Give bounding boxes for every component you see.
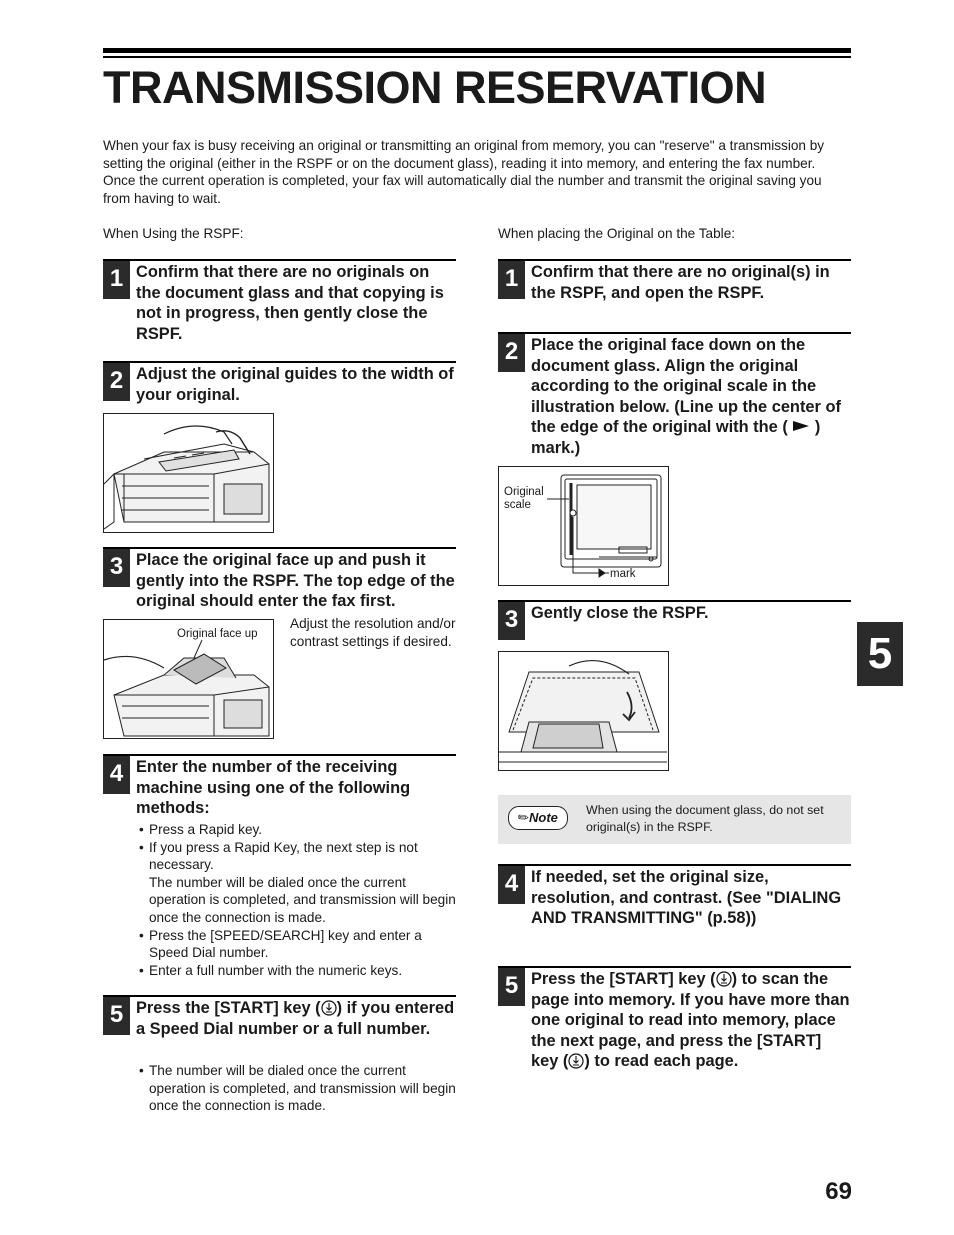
step-4-bullets: [139, 821, 459, 979]
step-rule: [498, 259, 851, 261]
step-rule: [498, 966, 851, 968]
step-rule: [103, 361, 456, 363]
triangle-mark-icon: [792, 420, 810, 432]
right-step-3: [498, 600, 851, 644]
step-heading: Confirm that there are no originals on the document glass and that copying is not in progress, then gently close the RSPF.: [136, 263, 444, 343]
bullet-item: • Press the [SPEED/SEARCH] key and enter a Speed Dial number.: [139, 927, 459, 962]
figure-label: Original face up: [177, 628, 258, 640]
figure-original-face-up: [103, 619, 274, 739]
intro-paragraph: When your fax is busy receiving an original or transmitting an original from memory, you can "reserve" a transmission by setting the original (either in the RSPF or on the document glass), reading it into memory, and entering the fax number. Once the current operation is completed, your fax will automatically dial the number and transmit the original saving you from having to wait.: [103, 138, 825, 207]
heading-part: Place the original face down on the document glass. Align the original according to the original scale in the illustration below. (Line up the center of the edge of the original with the (: [531, 336, 841, 437]
step-rule: [103, 259, 456, 261]
step-heading: Confirm that there are no original(s) in the RSPF, and open the RSPF.: [531, 263, 830, 302]
bullet-item: • The number will be dialed once the current operation is completed, and transmission will begin once the connection is made.: [139, 1062, 459, 1115]
step-rule: [103, 754, 456, 756]
heading-part: ) mark.): [531, 418, 821, 457]
figure-label-mark: mark: [610, 568, 636, 580]
left-step-2: [103, 361, 456, 409]
bullet-continuation: The number will be dialed once the current operation is completed, and transmission will begin once the connection is made.: [149, 874, 456, 925]
start-key-icon: [321, 1000, 337, 1016]
left-step-1: [103, 259, 456, 349]
step-heading: Gently close the RSPF.: [531, 604, 709, 622]
step-number: 1: [498, 261, 525, 299]
step-number: 5: [103, 997, 130, 1035]
step-heading: Place the original face up and push it gently into the RSPF. The top edge of the original should enter the fax first.: [136, 551, 455, 611]
fax-machine-illustration: [104, 414, 273, 532]
note-badge: [508, 806, 568, 830]
figure-original-scale: [498, 466, 669, 586]
step-heading: [531, 969, 851, 1072]
start-key-icon: [568, 1053, 584, 1069]
heading-part: ) to read each page.: [584, 1052, 739, 1071]
document-glass-illustration: [499, 467, 668, 585]
step-rule: [103, 547, 456, 549]
step-heading: Enter the number of the receiving machine using one of the following methods:: [136, 758, 411, 818]
left-subhead: When Using the RSPF:: [103, 226, 244, 241]
step-number: 4: [498, 866, 525, 904]
pencil-icon: ✎: [514, 808, 533, 827]
chapter-tab: 5: [857, 622, 903, 686]
step-number: 5: [498, 968, 525, 1006]
heading-part: ) to scan the page into memory. If you have more than one original to read into memory, place the next page, and press the [START] key (: [531, 970, 850, 1071]
left-step-4: [103, 754, 456, 824]
step-heading: If needed, set the original size, resolution, and contrast. (See "DIALING AND TRANSMITTING" (p.58)): [531, 868, 842, 928]
step-number: 3: [498, 602, 525, 640]
step-rule: [103, 995, 456, 997]
step-3-side-text: Adjust the resolution and/or contrast settings if desired.: [290, 616, 456, 649]
step-number: 1: [103, 261, 130, 299]
step-number: 4: [103, 756, 130, 794]
step-5-bullets: [139, 1062, 459, 1115]
heading-part: Press the [START] key (: [136, 999, 321, 1017]
page-title: TRANSMISSION RESERVATION: [103, 62, 767, 113]
step-rule: [498, 332, 851, 334]
fax-machine-feed-illustration: [104, 620, 273, 738]
step-rule: [498, 864, 851, 866]
note-box: [498, 795, 851, 844]
right-step-5: [498, 966, 851, 1096]
bullet-item: • If you press a Rapid Key, the next step is not necessary.: [139, 839, 459, 874]
note-text: When using the document glass, do not set original(s) in the RSPF.: [586, 803, 824, 834]
step-number: 3: [103, 549, 130, 587]
bullet-item: • Enter a full number with the numeric keys.: [139, 962, 459, 980]
note-badge-label: Note: [529, 810, 558, 825]
right-step-1: [498, 259, 851, 307]
step-heading: Adjust the original guides to the width of your original.: [136, 365, 454, 404]
header-rule-top: [103, 48, 851, 53]
left-step-3: [103, 547, 456, 615]
start-key-icon: [716, 971, 732, 987]
step-rule: [498, 600, 851, 602]
step-number: 2: [103, 363, 130, 401]
right-subhead: When placing the Original on the Table:: [498, 226, 736, 241]
right-step-4: [498, 864, 851, 952]
figure-adjust-guides: [103, 413, 274, 533]
figure-close-rspf: [498, 651, 669, 771]
step-number: 2: [498, 334, 525, 372]
step-heading: [531, 335, 851, 459]
close-cover-illustration: [499, 652, 668, 770]
figure-label-scale: Original scale: [504, 486, 544, 511]
heading-part: ) if you entered a Speed Dial number or a full number.: [136, 999, 455, 1038]
step-heading: [136, 998, 456, 1039]
right-step-2: [498, 332, 851, 462]
left-step-5: [103, 995, 456, 1065]
bullet-item: • Press a Rapid key.: [139, 821, 459, 839]
heading-part: Press the [START] key (: [531, 970, 716, 988]
page-number: 69: [825, 1178, 852, 1205]
